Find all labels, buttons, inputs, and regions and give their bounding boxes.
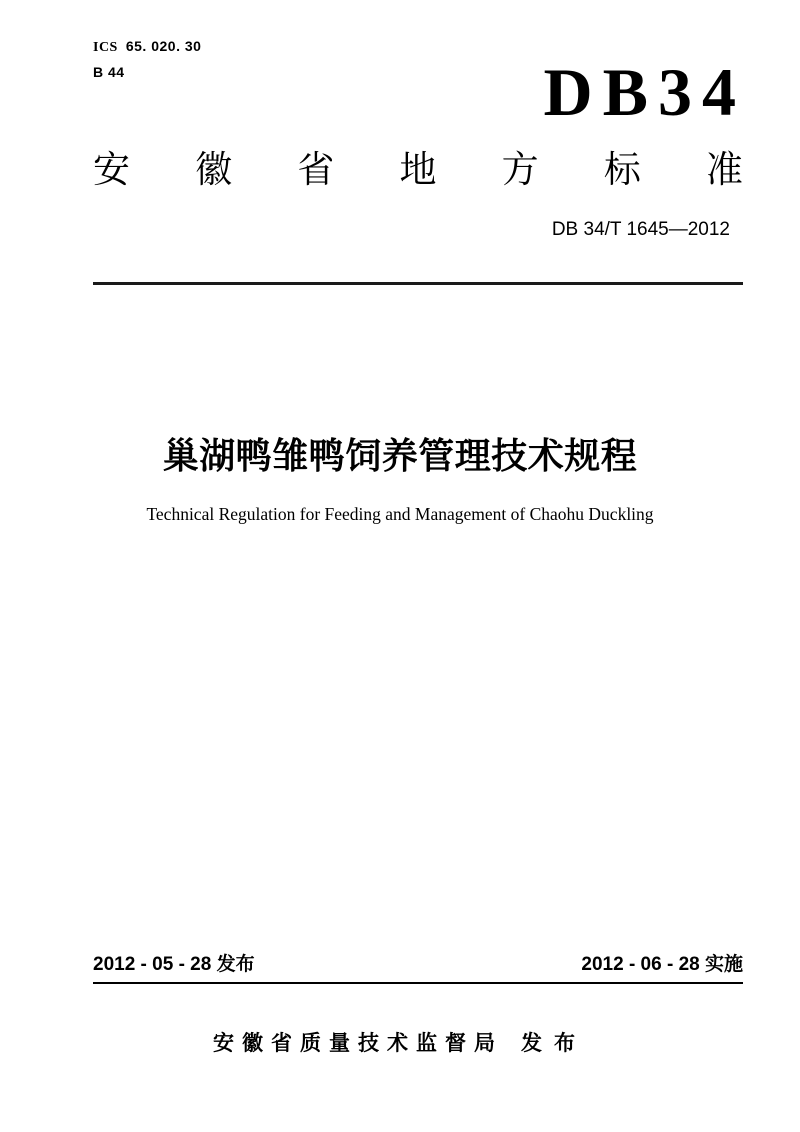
issuing-authority: 安徽省质量技术监督局 [213, 1032, 503, 1055]
header-divider [93, 282, 743, 285]
dates-row [93, 949, 743, 984]
publisher-row [0, 1027, 800, 1057]
classification-code: B 44 [93, 64, 125, 80]
db34-logo: DB34 [543, 54, 746, 130]
release-label: 发布 [521, 1032, 587, 1055]
ics-code: 65. 020. 30 [125, 38, 202, 54]
document-title-zh: 巢湖鸭雏鸭饲养管理技术规程 [162, 435, 638, 476]
issue-date: 2012 - 05 - 28 发布 [93, 954, 255, 975]
implementation-date: 2012 - 06 - 28 实施 [581, 954, 743, 975]
standard-number: DB 34/T 1645—2012 [551, 219, 730, 240]
ics-label: ICS [93, 40, 118, 55]
ics-block [93, 34, 201, 84]
ics-line [93, 34, 201, 60]
document-title-en: Technical Regulation for Feeding and Management of Chaohu Duckling [146, 504, 654, 524]
standard-category-title: 安 徽 省 地 方 标 准 [93, 149, 743, 190]
